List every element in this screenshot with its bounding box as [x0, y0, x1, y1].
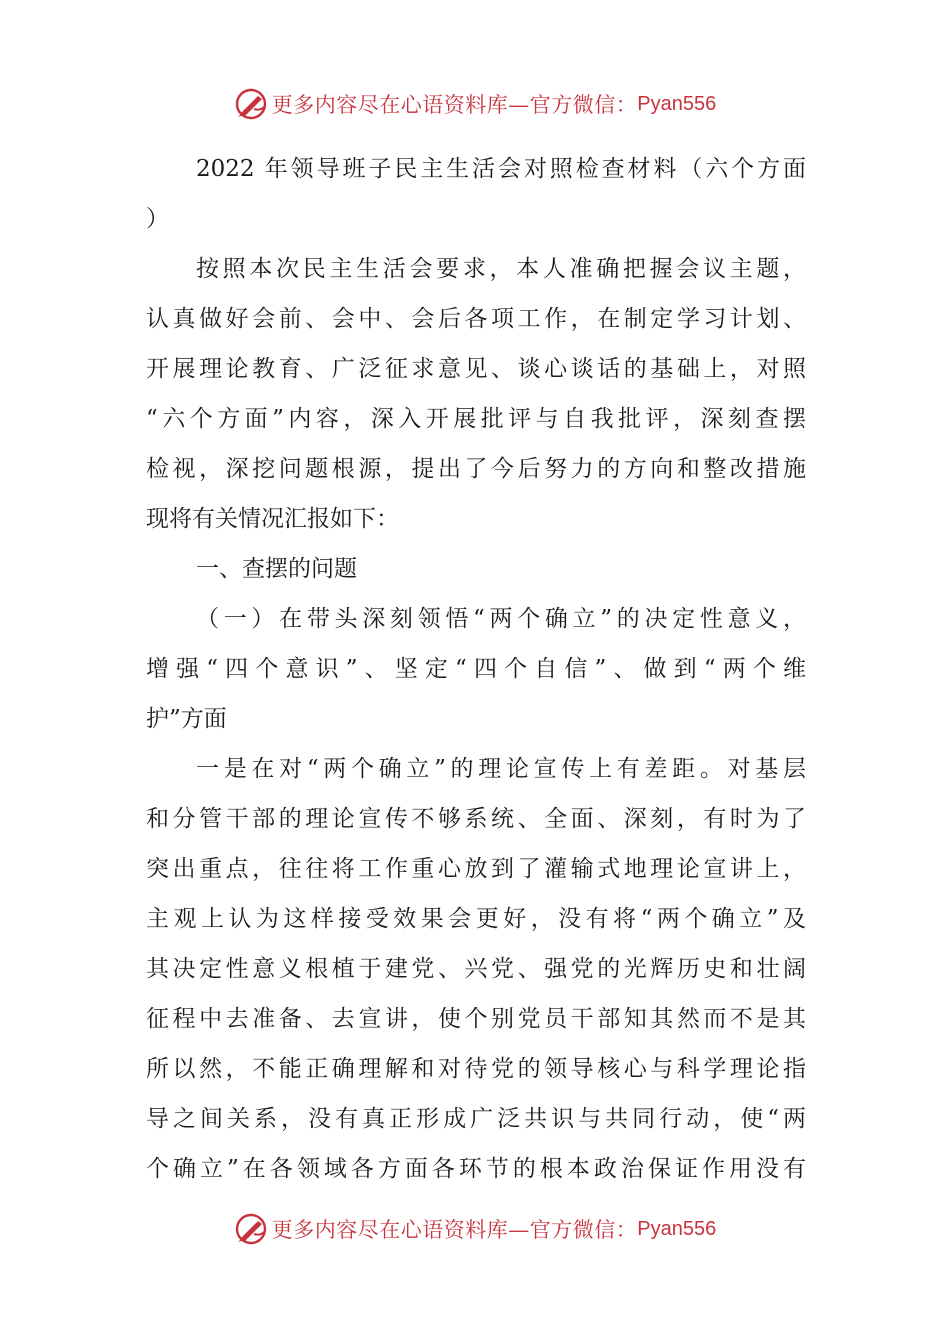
banner-wechat-id: Pyan556 — [637, 92, 717, 115]
subsection-heading-line-1: （一）在带头深刻领悟“两个确立”的决定性意义， — [196, 606, 806, 632]
subsection-heading-line-3: 护”方面 — [146, 706, 227, 732]
header-banner — [0, 84, 950, 124]
body-line: 所以然，不能正确理解和对待党的领导核心与科学理论指 — [146, 1056, 806, 1082]
body-line: 导之间关系，没有真正形成广泛共识与共同行动，使“两 — [146, 1106, 806, 1132]
pen-circle-logo-icon — [234, 87, 268, 121]
section-heading: 一、查摆的问题 — [196, 556, 357, 582]
body-line: 一是在对“两个确立”的理论宣传上有差距。对基层 — [196, 756, 806, 782]
footer-banner — [0, 1209, 950, 1249]
body-line: 其决定性意义根植于建党、兴党、强党的光辉历史和壮阔 — [146, 956, 806, 982]
body-line: 个确立”在各领域各方面各环节的根本政治保证作用没有 — [146, 1156, 806, 1182]
body-line: 开展理论教育、广泛征求意见、谈心谈话的基础上，对照 — [146, 356, 806, 382]
body-line: 认真做好会前、会中、会后各项工作，在制定学习计划、 — [146, 306, 806, 332]
body-line: 和分管干部的理论宣传不够系统、全面、深刻，有时为了 — [146, 806, 806, 832]
banner-text: 更多内容尽在心语资料库—官方微信： — [271, 1218, 638, 1242]
banner-wechat-id: Pyan556 — [637, 1217, 717, 1240]
pen-circle-logo-icon — [234, 1212, 268, 1246]
body-line: 突出重点，往往将工作重心放到了灌输式地理论宣讲上， — [146, 856, 806, 882]
subsection-heading-line-2: 增强“四个意识”、坚定“四个自信”、做到“两个维 — [146, 656, 806, 682]
body-line: 现将有关情况汇报如下： — [146, 506, 399, 532]
document-title-line-2: ） — [146, 206, 169, 232]
banner-text: 更多内容尽在心语资料库—官方微信： — [271, 93, 638, 117]
document-title-line-1: 2022 年领导班子民主生活会对照检查材料（六个方面 — [196, 156, 806, 182]
body-line: 按照本次民主生活会要求，本人准确把握会议主题， — [196, 256, 806, 282]
body-line: 征程中去准备、去宣讲，使个别党员干部知其然而不是其 — [146, 1006, 806, 1032]
body-line: “六个方面”内容，深入开展批评与自我批评，深刻查摆 — [146, 406, 806, 432]
body-line: 检视，深挖问题根源，提出了今后努力的方向和整改措施 — [146, 456, 806, 482]
body-line: 主观上认为这样接受效果会更好，没有将“两个确立”及 — [146, 906, 806, 932]
